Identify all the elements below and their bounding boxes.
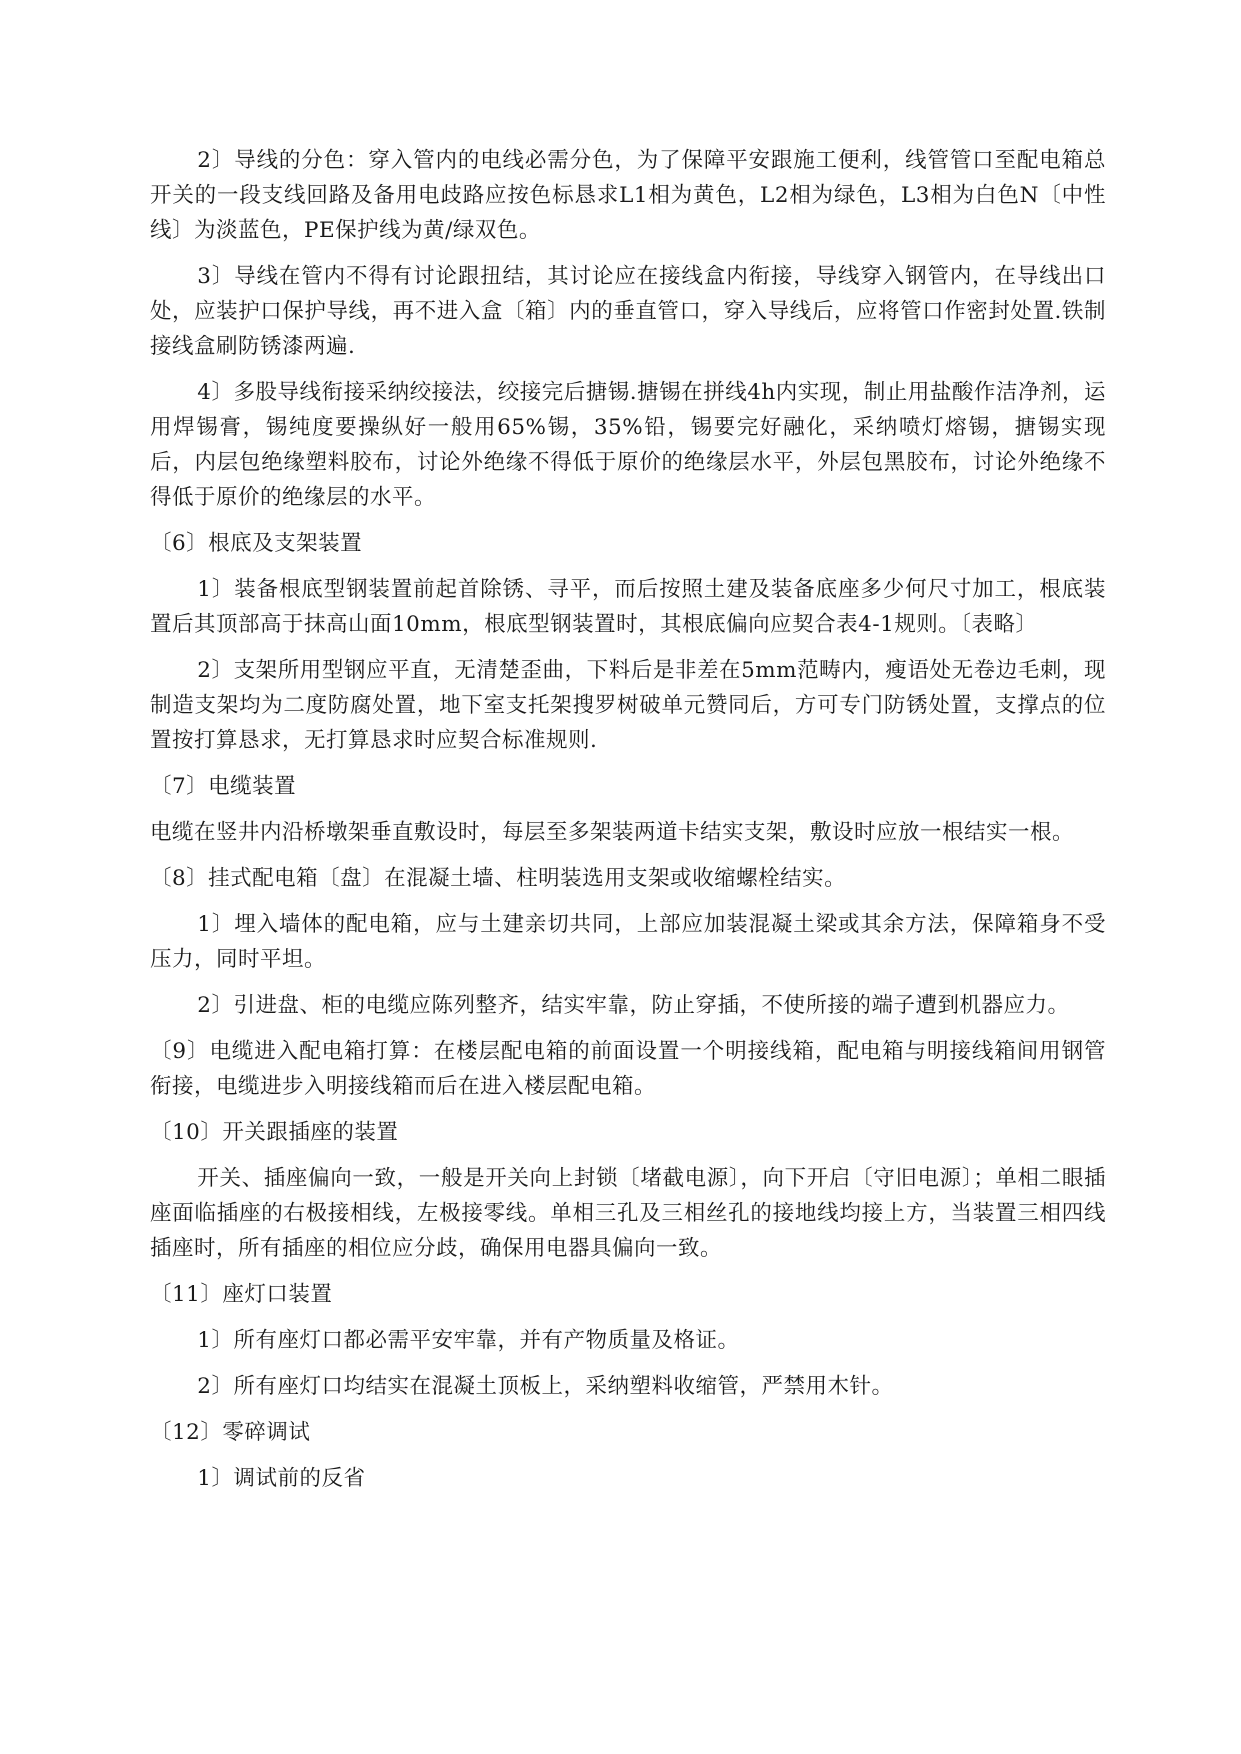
document-body [150, 143, 1106, 1507]
section-heading-lamp-holder: 〔11〕座灯口装置 [150, 1282, 333, 1307]
paragraph-cable-into-box: 〔9〕电缆进入配电箱打算：在楼层配电箱的前面设置一个明接线箱，配电箱与明接线箱间用钢管衔接，电缆进步入明接线箱而后在进入楼层配电箱。 [150, 1039, 1106, 1099]
section-heading-cable: 〔7〕电缆装置 [150, 774, 297, 799]
paragraph-wire-color: 2〕导线的分色：穿入管内的电线必需分色，为了保障平安跟施工便利，线管管口至配电箱总开关的一段支线回路及备用电歧路应按色标恳求L1相为黄色，L2相为绿色，L3相为白色N〔中性线〕为淡蓝色，PE保护线为黄/绿双色。 [150, 148, 1106, 243]
paragraph-bracket-steel: 2〕支架所用型钢应平直，无清楚歪曲，下料后是非差在5mm范畴内，瘦语处无卷边毛刺，现制造支架均为二度防腐处置，地下室支托架搜罗树破单元赞同后，方可专门防锈处置，支撑点的位置按打算恳求，无打算恳求时应契合标准规则. [150, 658, 1106, 753]
paragraph-foundation-steel: 1〕装备根底型钢装置前起首除锈、寻平，而后按照土建及装备底座多少何尺寸加工，根底装置后其顶部高于抹高山面10mm，根底型钢装置时，其根底偏向应契合表4-1规则。〔表略〕 [150, 577, 1106, 637]
paragraph-lamp-holder-1: 1〕所有座灯口都必需平安牢靠，并有产物质量及格证。 [197, 1328, 740, 1353]
paragraph-cable-shaft: 电缆在竖井内沿桥墩架垂直敷设时，每层至多架装两道卡结实支架，敷设时应放一根结实一根。 [150, 820, 1075, 845]
paragraph-switch-socket: 开关、插座偏向一致，一般是开关向上封锁〔堵截电源〕，向下开启〔守旧电源〕；单相二眼插座面临插座的右极接相线，左极接零线。单相三孔及三相丝孔的接地线均接上方，当装置三相四线插座时，所有插座的相位应分歧，确保用电器具偏向一致。 [150, 1166, 1106, 1261]
section-heading-commissioning: 〔12〕零碎调试 [150, 1420, 311, 1445]
paragraph-wire-joint: 3〕导线在管内不得有讨论跟扭结，其讨论应在接线盒内衔接，导线穿入钢管内，在导线出口处，应装护口保护导线，再不进入盒〔箱〕内的垂直管口，穿入导线后，应将管口作密封处置.铁制接线盒刷防锈漆两遍. [150, 264, 1106, 359]
paragraph-cable-entry: 2〕引进盘、柜的电缆应陈列整齐，结实牢靠，防止穿插，不使所接的端子遭到机器应力。 [197, 993, 1070, 1018]
paragraph-embedded-box: 1〕埋入墙体的配电箱，应与土建亲切共同，上部应加装混凝土梁或其余方法，保障箱身不受压力，同时平坦。 [150, 912, 1106, 972]
section-heading-foundation: 〔6〕根底及支架装置 [150, 531, 363, 556]
section-heading-switch-socket: 〔10〕开关跟插座的装置 [150, 1120, 399, 1145]
paragraph-stranded-wire: 4〕多股导线衔接采纳绞接法，绞接完后搪锡.搪锡在拼线4h内实现，制止用盐酸作洁净剂，运用焊锡膏，锡纯度要操纵好一般用65%锡，35%铅，锡要完好融化，采纳喷灯熔锡，搪锡实现后，内层包绝缘塑料胶布，讨论外绝缘不得低于原价的绝缘层水平，外层包黑胶布，讨论外绝缘不得低于原价的绝缘层的水平。 [150, 380, 1107, 510]
paragraph-lamp-holder-2: 2〕所有座灯口均结实在混凝土顶板上，采纳塑料收缩管，严禁用木针。 [197, 1374, 894, 1399]
section-heading-distribution-box: 〔8〕挂式配电箱〔盘〕在混凝土墙、柱明装选用支架或收缩螺栓结实。 [150, 866, 847, 891]
paragraph-pre-check: 1〕调试前的反省 [197, 1466, 366, 1491]
